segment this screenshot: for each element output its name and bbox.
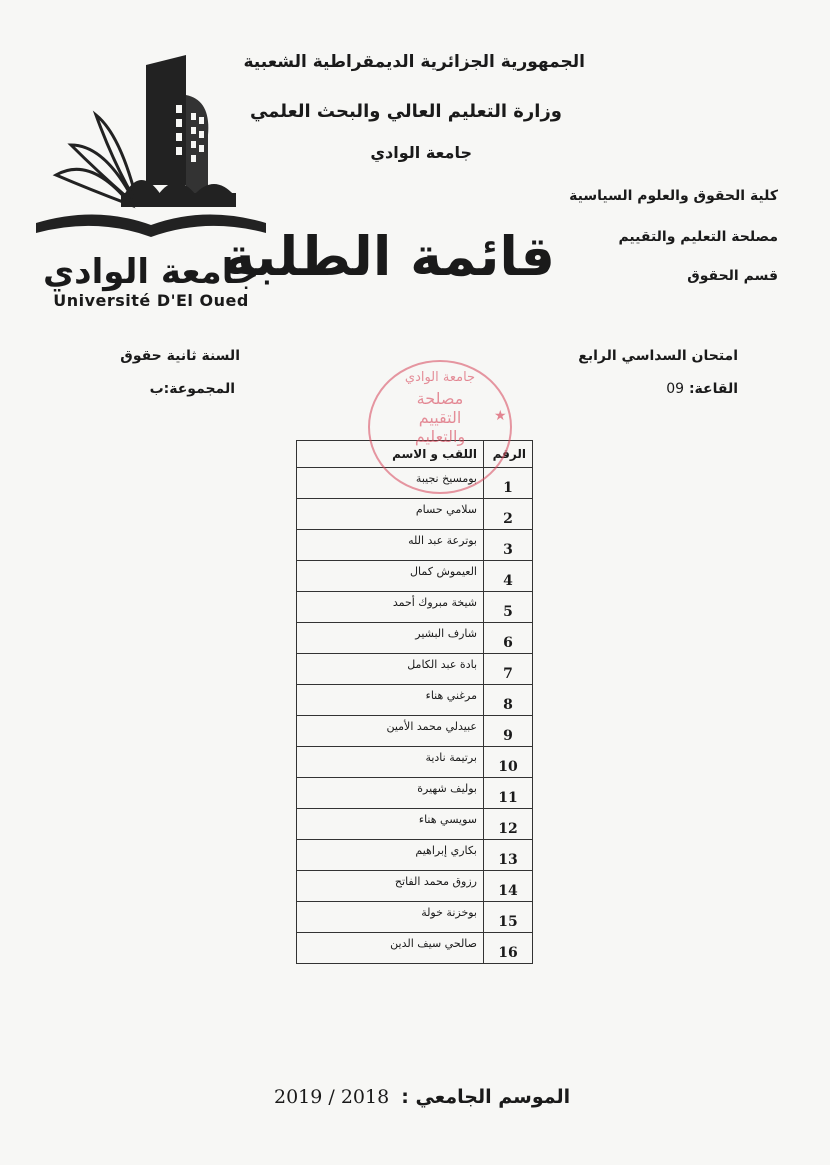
stamp-line-2: مصلحة [416, 389, 464, 408]
student-name: بوترعة عبد الله [297, 530, 484, 561]
row-number: 7 [484, 654, 533, 685]
row-number: 4 [484, 561, 533, 592]
student-name: بوليف شهيرة [297, 778, 484, 809]
academic-season [274, 1086, 570, 1108]
table-row [297, 654, 533, 685]
row-number: 16 [484, 933, 533, 964]
row-number: 5 [484, 592, 533, 623]
table-row [297, 902, 533, 933]
table-row [297, 809, 533, 840]
row-number: 3 [484, 530, 533, 561]
page-title: قائمة الطلبة [223, 225, 555, 288]
row-number: 2 [484, 499, 533, 530]
student-name: برتيمة نادية [297, 747, 484, 778]
row-number: 9 [484, 716, 533, 747]
table-row [297, 716, 533, 747]
table-row [297, 747, 533, 778]
university-header: جامعة الوادي [370, 143, 472, 162]
row-number: 15 [484, 902, 533, 933]
student-name: صالحي سيف الدين [297, 933, 484, 964]
student-name: مرغني هناء [297, 685, 484, 716]
stamp-line-1: جامعة الوادي [404, 370, 476, 385]
row-number: 13 [484, 840, 533, 871]
table-row [297, 561, 533, 592]
table-row [297, 871, 533, 902]
table-row [297, 840, 533, 871]
students-table-wrapper [296, 440, 533, 964]
room-label: القاعة: [688, 381, 738, 397]
student-name: سلامي حسام [297, 499, 484, 530]
logo-french-text: Université D'El Oued [53, 291, 249, 310]
row-number: 1 [484, 468, 533, 499]
table-row [297, 778, 533, 809]
stamp-line-4: والتعليم [414, 427, 466, 446]
student-name: بوخزنة خولة [297, 902, 484, 933]
student-name: سويسي هناء [297, 809, 484, 840]
season-label: الموسم الجامعي : [401, 1086, 571, 1108]
stamp-star-icon: ★ [494, 408, 507, 424]
table-row [297, 623, 533, 654]
row-number: 10 [484, 747, 533, 778]
room-info [666, 381, 738, 397]
student-name: رزوق محمد الفاتح [297, 871, 484, 902]
column-header-number: الرقم [484, 441, 533, 468]
row-number: 6 [484, 623, 533, 654]
table-row [297, 530, 533, 561]
table-row [297, 592, 533, 623]
student-name: بومسيخ نجيبة [297, 468, 484, 499]
student-name: شيخة مبروك أحمد [297, 592, 484, 623]
official-stamp [368, 360, 512, 494]
column-header-name: اللقب و الاسم [297, 441, 484, 468]
student-name: شارف البشير [297, 623, 484, 654]
season-years: 2019 / 2018 [274, 1086, 390, 1108]
stamp-line-3: التقييم [418, 408, 462, 427]
table-row [297, 933, 533, 964]
table-row [297, 685, 533, 716]
row-number: 14 [484, 871, 533, 902]
student-name: عبيدلي محمد الأمين [297, 716, 484, 747]
row-number: 12 [484, 809, 533, 840]
logo-arabic-text: جامعة الوادي [43, 252, 259, 292]
department-name: قسم الحقوق [687, 268, 778, 284]
students-table-body [297, 468, 533, 964]
student-name: بكاري إبراهيم [297, 840, 484, 871]
ministry-header: وزارة التعليم العالي والبحث العلمي [249, 101, 562, 122]
group-label: المجموعة:ب [149, 381, 235, 397]
students-table [296, 440, 533, 964]
faculty-name: كلية الحقوق والعلوم السياسية [569, 188, 778, 204]
table-row [297, 499, 533, 530]
student-name: العيموش كمال [297, 561, 484, 592]
year-label: السنة ثانية حقوق [120, 348, 240, 364]
student-name: بادة عبد الكامل [297, 654, 484, 685]
row-number: 11 [484, 778, 533, 809]
republic-header: الجمهورية الجزائرية الديمقراطية الشعبية [243, 52, 585, 72]
exam-label: امتحان السداسي الرابع [578, 348, 738, 364]
row-number: 8 [484, 685, 533, 716]
room-value: 09 [666, 381, 685, 397]
service-name: مصلحة التعليم والتقييم [618, 229, 778, 245]
